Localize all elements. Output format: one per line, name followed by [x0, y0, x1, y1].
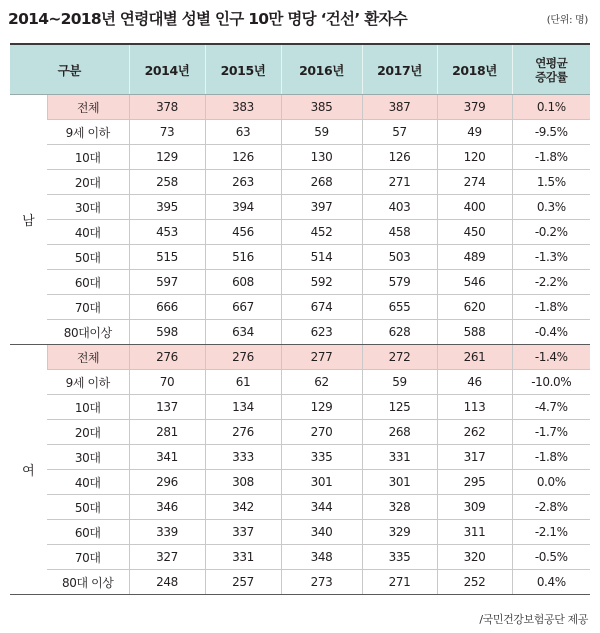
table-row — [10, 120, 590, 145]
cell-val-2017: 271 — [362, 170, 437, 195]
cell-val-2016: 270 — [281, 420, 362, 445]
cell-annual-change: 1.5% — [512, 170, 590, 195]
cell-val-2014: 453 — [129, 220, 205, 245]
women-section — [10, 345, 590, 595]
cell-age-group: 30대 — [47, 195, 129, 220]
cell-age-group: 50대 — [47, 245, 129, 270]
men-section — [10, 95, 590, 345]
cell-val-2014: 281 — [129, 420, 205, 445]
cell-val-2014: 137 — [129, 395, 205, 420]
cell-annual-change: -2.1% — [512, 520, 590, 545]
cell-val-2018: 379 — [437, 95, 512, 120]
cell-val-2017: 126 — [362, 145, 437, 170]
table-row — [10, 345, 590, 370]
cell-annual-change: -1.8% — [512, 445, 590, 470]
table-row — [10, 195, 590, 220]
cell-val-2018: 450 — [437, 220, 512, 245]
cell-val-2015: 331 — [205, 545, 281, 570]
header-2018: 2018년 — [437, 44, 512, 95]
cell-val-2016: 273 — [281, 570, 362, 595]
cell-val-2017: 329 — [362, 520, 437, 545]
table-row — [10, 570, 590, 595]
header-annual-change-label: 연평균 증감률 — [535, 55, 568, 84]
cell-val-2014: 296 — [129, 470, 205, 495]
cell-val-2014: 129 — [129, 145, 205, 170]
cell-annual-change: -2.2% — [512, 270, 590, 295]
cell-val-2014: 378 — [129, 95, 205, 120]
cell-annual-change: -1.4% — [512, 345, 590, 370]
cell-val-2017: 403 — [362, 195, 437, 220]
cell-val-2018: 113 — [437, 395, 512, 420]
cell-age-group: 20대 — [47, 420, 129, 445]
table-row — [10, 320, 590, 345]
cell-val-2017: 301 — [362, 470, 437, 495]
cell-val-2018: 49 — [437, 120, 512, 145]
unit-label: (단위: 명) — [546, 15, 588, 26]
header-2015: 2015년 — [205, 44, 281, 95]
cell-age-group: 40대 — [47, 220, 129, 245]
cell-val-2015: 342 — [205, 495, 281, 520]
cell-val-2018: 274 — [437, 170, 512, 195]
cell-val-2016: 348 — [281, 545, 362, 570]
cell-annual-change: 0.1% — [512, 95, 590, 120]
cell-age-group: 80대이상 — [47, 320, 129, 345]
cell-age-group: 50대 — [47, 495, 129, 520]
cell-val-2017: 331 — [362, 445, 437, 470]
cell-annual-change: -1.8% — [512, 145, 590, 170]
cell-val-2015: 383 — [205, 95, 281, 120]
cell-val-2015: 63 — [205, 120, 281, 145]
table-row — [10, 295, 590, 320]
cell-val-2017: 57 — [362, 120, 437, 145]
cell-val-2015: 61 — [205, 370, 281, 395]
cell-val-2018: 120 — [437, 145, 512, 170]
cell-val-2016: 301 — [281, 470, 362, 495]
cell-val-2017: 503 — [362, 245, 437, 270]
cell-val-2015: 134 — [205, 395, 281, 420]
table-row — [10, 170, 590, 195]
cell-val-2016: 623 — [281, 320, 362, 345]
table-row — [10, 395, 590, 420]
cell-val-2018: 489 — [437, 245, 512, 270]
cell-val-2018: 311 — [437, 520, 512, 545]
cell-val-2017: 579 — [362, 270, 437, 295]
header-2014: 2014년 — [129, 44, 205, 95]
cell-val-2016: 277 — [281, 345, 362, 370]
cell-val-2016: 674 — [281, 295, 362, 320]
header-row — [10, 44, 590, 95]
cell-annual-change: -10.0% — [512, 370, 590, 395]
cell-val-2014: 70 — [129, 370, 205, 395]
cell-val-2016: 129 — [281, 395, 362, 420]
cell-val-2018: 46 — [437, 370, 512, 395]
cell-val-2014: 258 — [129, 170, 205, 195]
table-row — [10, 495, 590, 520]
cell-val-2016: 59 — [281, 120, 362, 145]
cell-age-group: 60대 — [47, 520, 129, 545]
cell-val-2017: 628 — [362, 320, 437, 345]
cell-val-2014: 598 — [129, 320, 205, 345]
cell-val-2018: 546 — [437, 270, 512, 295]
cell-annual-change: -0.2% — [512, 220, 590, 245]
cell-val-2015: 394 — [205, 195, 281, 220]
cell-val-2017: 387 — [362, 95, 437, 120]
cell-annual-change: -1.7% — [512, 420, 590, 445]
table-row — [10, 520, 590, 545]
cell-val-2016: 335 — [281, 445, 362, 470]
cell-val-2015: 337 — [205, 520, 281, 545]
cell-annual-change: 0.3% — [512, 195, 590, 220]
cell-age-group: 전체 — [47, 345, 129, 370]
header-2017: 2017년 — [362, 44, 437, 95]
cell-val-2014: 597 — [129, 270, 205, 295]
cell-val-2016: 592 — [281, 270, 362, 295]
cell-val-2015: 608 — [205, 270, 281, 295]
cell-val-2018: 295 — [437, 470, 512, 495]
cell-age-group: 20대 — [47, 170, 129, 195]
cell-val-2015: 126 — [205, 145, 281, 170]
cell-val-2014: 515 — [129, 245, 205, 270]
cell-val-2017: 272 — [362, 345, 437, 370]
cell-val-2015: 634 — [205, 320, 281, 345]
cell-age-group: 전체 — [47, 95, 129, 120]
cell-val-2015: 516 — [205, 245, 281, 270]
cell-val-2014: 341 — [129, 445, 205, 470]
cell-val-2014: 73 — [129, 120, 205, 145]
group-label: 여 — [10, 345, 47, 595]
chart-title: 2014~2018년 연령대별 성별 인구 10만 명당 ‘건선’ 환자수 — [8, 10, 408, 28]
table-row — [10, 545, 590, 570]
table-row — [10, 220, 590, 245]
cell-val-2018: 309 — [437, 495, 512, 520]
cell-val-2016: 130 — [281, 145, 362, 170]
cell-val-2018: 261 — [437, 345, 512, 370]
cell-val-2014: 276 — [129, 345, 205, 370]
cell-age-group: 70대 — [47, 295, 129, 320]
cell-val-2015: 308 — [205, 470, 281, 495]
cell-annual-change: -9.5% — [512, 120, 590, 145]
table-row — [10, 145, 590, 170]
cell-age-group: 70대 — [47, 545, 129, 570]
cell-age-group: 30대 — [47, 445, 129, 470]
cell-age-group: 10대 — [47, 145, 129, 170]
cell-val-2016: 514 — [281, 245, 362, 270]
cell-val-2014: 248 — [129, 570, 205, 595]
cell-val-2017: 59 — [362, 370, 437, 395]
cell-val-2014: 339 — [129, 520, 205, 545]
cell-val-2016: 385 — [281, 95, 362, 120]
cell-annual-change: -4.7% — [512, 395, 590, 420]
header-2016: 2016년 — [281, 44, 362, 95]
cell-age-group: 9세 이하 — [47, 370, 129, 395]
table-row — [10, 270, 590, 295]
psoriasis-table — [10, 43, 590, 595]
cell-val-2016: 344 — [281, 495, 362, 520]
cell-val-2015: 263 — [205, 170, 281, 195]
cell-val-2016: 452 — [281, 220, 362, 245]
cell-val-2015: 276 — [205, 345, 281, 370]
cell-val-2017: 125 — [362, 395, 437, 420]
cell-annual-change: 0.0% — [512, 470, 590, 495]
cell-age-group: 80대 이상 — [47, 570, 129, 595]
header-annual-change — [512, 44, 590, 95]
cell-val-2017: 335 — [362, 545, 437, 570]
cell-annual-change: -1.3% — [512, 245, 590, 270]
cell-val-2015: 667 — [205, 295, 281, 320]
cell-val-2017: 655 — [362, 295, 437, 320]
table-row — [10, 420, 590, 445]
cell-val-2015: 276 — [205, 420, 281, 445]
cell-age-group: 40대 — [47, 470, 129, 495]
cell-val-2018: 252 — [437, 570, 512, 595]
cell-val-2018: 320 — [437, 545, 512, 570]
cell-val-2017: 458 — [362, 220, 437, 245]
cell-age-group: 9세 이하 — [47, 120, 129, 145]
cell-val-2017: 328 — [362, 495, 437, 520]
cell-val-2017: 271 — [362, 570, 437, 595]
cell-val-2014: 327 — [129, 545, 205, 570]
cell-val-2017: 268 — [362, 420, 437, 445]
cell-age-group: 10대 — [47, 395, 129, 420]
table-row — [10, 470, 590, 495]
cell-val-2015: 333 — [205, 445, 281, 470]
cell-val-2018: 620 — [437, 295, 512, 320]
cell-annual-change: -0.4% — [512, 320, 590, 345]
cell-val-2015: 257 — [205, 570, 281, 595]
cell-val-2016: 62 — [281, 370, 362, 395]
cell-annual-change: 0.4% — [512, 570, 590, 595]
cell-val-2018: 588 — [437, 320, 512, 345]
cell-val-2016: 340 — [281, 520, 362, 545]
table-row — [10, 445, 590, 470]
header-category: 구분 — [10, 44, 129, 95]
cell-val-2018: 317 — [437, 445, 512, 470]
cell-val-2018: 262 — [437, 420, 512, 445]
cell-val-2015: 456 — [205, 220, 281, 245]
group-label: 남 — [10, 95, 47, 345]
cell-val-2014: 395 — [129, 195, 205, 220]
table-row — [10, 245, 590, 270]
cell-age-group: 60대 — [47, 270, 129, 295]
cell-annual-change: -0.5% — [512, 545, 590, 570]
table-row — [10, 95, 590, 120]
cell-annual-change: -1.8% — [512, 295, 590, 320]
cell-val-2014: 666 — [129, 295, 205, 320]
table-row — [10, 370, 590, 395]
cell-val-2014: 346 — [129, 495, 205, 520]
cell-val-2018: 400 — [437, 195, 512, 220]
cell-annual-change: -2.8% — [512, 495, 590, 520]
cell-val-2016: 397 — [281, 195, 362, 220]
cell-val-2016: 268 — [281, 170, 362, 195]
source-credit: /국민건강보험공단 제공 — [479, 613, 588, 626]
